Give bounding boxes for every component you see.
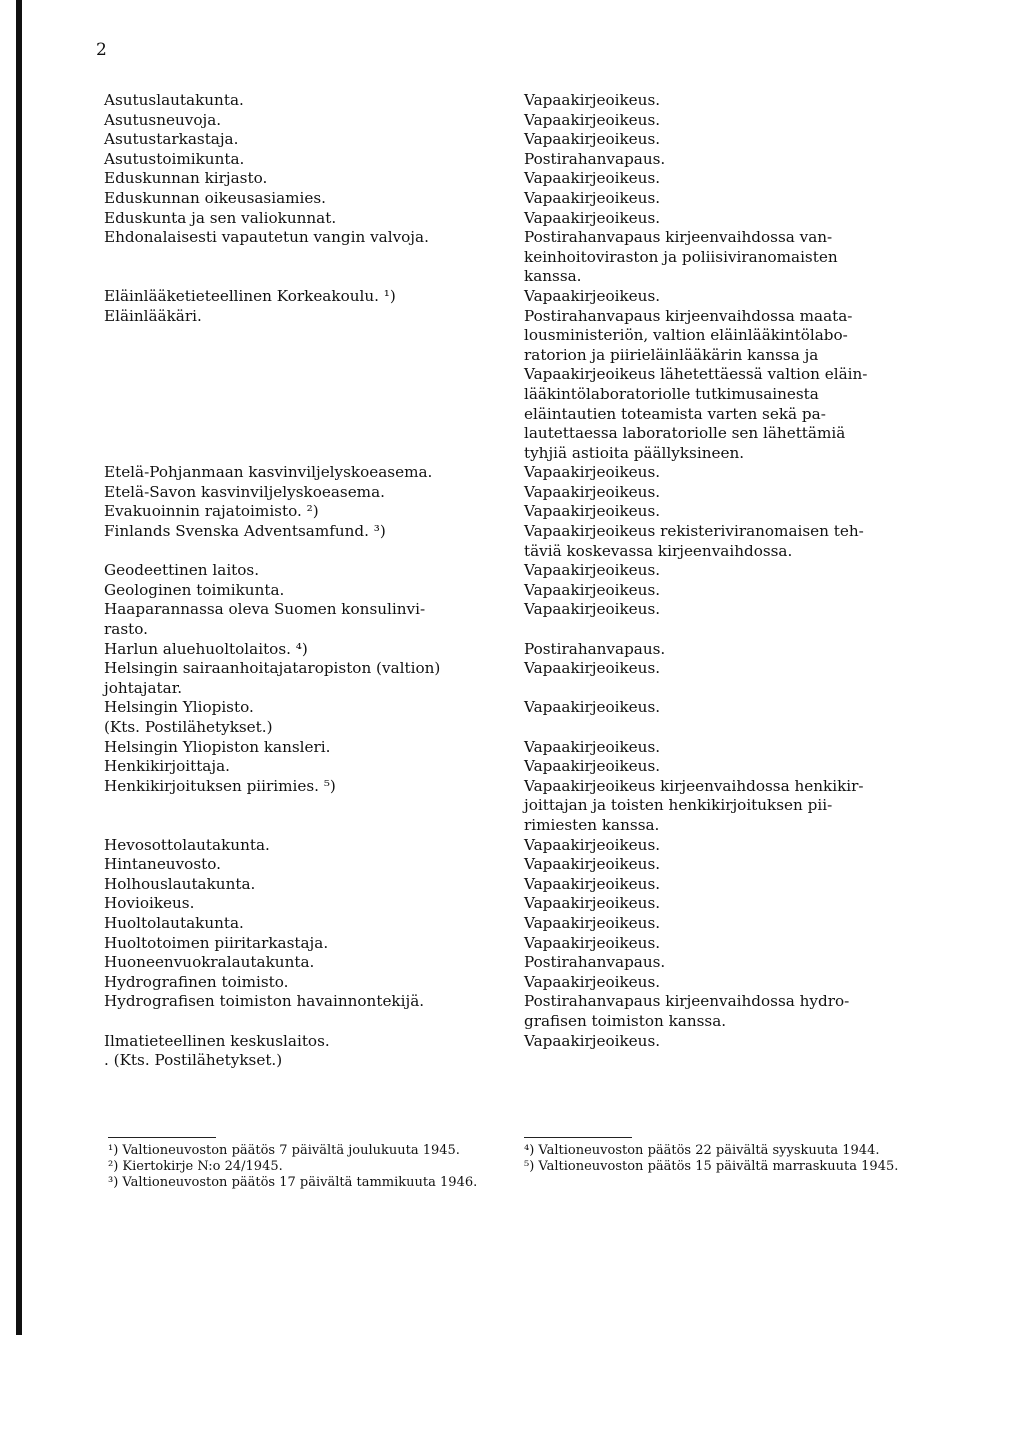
footnote: ⁵) Valtioneuvoston päätös 15 päivältä marraskuuta 1945.	[524, 1159, 899, 1174]
office-entry: Eduskunta ja sen valiokunnat.	[104, 208, 337, 227]
office-entry: Etelä-Savon kasvinviljelyskoeasema.	[104, 482, 385, 501]
office-entry: (Kts. Postilähetykset.)	[104, 718, 273, 736]
office-entry: Ehdonalaisesti vapautetun vangin valvoja.	[104, 228, 429, 247]
privilege-entry: Vapaakirjeoikeus.	[524, 91, 661, 109]
office-entry: Harlun aluehuoltolaitos. ⁴)	[104, 639, 308, 658]
office-entry	[104, 1012, 504, 1032]
footnote: ⁴) Valtioneuvoston päätös 22 päivältä syyskuuta 1944.	[524, 1143, 880, 1158]
office-entry: Hydrografisen toimiston havainnontekijä.	[104, 992, 425, 1011]
privilege-entry: tyhjiä astioita päällyksineen.	[524, 443, 745, 462]
privilege-entry: Vapaakirjeoikeus.	[524, 580, 661, 599]
privilege-entry: Postirahanvapaus kirjeenvaihdossa van-	[524, 228, 833, 247]
privilege-entry: Vapaakirjeoikeus.	[524, 757, 661, 776]
privilege-entry: Vapaakirjeoikeus.	[524, 561, 661, 580]
scan-edge-bar	[16, 0, 22, 1335]
privilege-entry: Vapaakirjeoikeus.	[524, 188, 661, 207]
office-entry	[104, 346, 504, 366]
privilege-entry	[524, 1051, 934, 1071]
right-column	[524, 91, 934, 1071]
privilege-entry	[524, 620, 934, 640]
office-entry: Etelä-Pohjanmaan kasvinviljelyskoeasema.	[104, 463, 433, 482]
privilege-entry: Vapaakirjeoikeus.	[524, 933, 661, 952]
office-entry: Huoltotoimen piiritarkastaja.	[104, 933, 329, 952]
privilege-entry: rimiesten kanssa.	[524, 815, 660, 834]
privilege-entry: Vapaakirjeoikeus rekisteriviranomaisen teh-	[524, 522, 864, 541]
privilege-entry: Vapaakirjeoikeus.	[524, 698, 661, 717]
office-entry	[104, 796, 504, 816]
privilege-entry: eläintautien toteamista varten sekä pa-	[524, 404, 826, 423]
office-entry	[104, 816, 504, 836]
office-entry: Hovioikeus.	[104, 894, 195, 913]
privilege-entry: Vapaakirjeoikeus.	[524, 130, 661, 149]
privilege-entry: Vapaakirjeoikeus.	[524, 894, 661, 913]
privilege-entry: Vapaakirjeoikeus.	[524, 659, 661, 678]
office-entry: Eduskunnan oikeusasiamies.	[104, 188, 326, 207]
office-entry: Eduskunnan kirjasto.	[104, 169, 268, 188]
office-entry: Huoneenvuokralautakunta.	[104, 953, 315, 972]
privilege-entry: Vapaakirjeoikeus.	[524, 286, 661, 305]
privilege-entry: Vapaakirjeoikeus.	[524, 835, 661, 854]
office-entry: Henkikirjoituksen piirimies. ⁵)	[104, 776, 336, 795]
left-column	[104, 91, 504, 1071]
privilege-entry	[524, 718, 934, 738]
privilege-entry: Vapaakirjeoikeus.	[524, 972, 661, 991]
footnote: ²) Kiertokirje N:o 24/1945.	[108, 1159, 283, 1174]
office-entry: Geodeettinen laitos.	[104, 561, 260, 580]
office-entry	[104, 542, 504, 562]
footnotes-right	[524, 1143, 934, 1175]
privilege-entry: Vapaakirjeoikeus.	[524, 502, 661, 521]
privilege-entry: Postirahanvapaus.	[524, 149, 666, 168]
office-entry: Ilmatieteellinen keskuslaitos.	[104, 1031, 330, 1050]
office-entry: Asutustarkastaja.	[104, 130, 239, 149]
privilege-entry: kanssa.	[524, 267, 582, 286]
privilege-entry: Vapaakirjeoikeus.	[524, 855, 661, 874]
office-entry	[104, 248, 504, 268]
office-entry	[104, 405, 504, 425]
office-entry: Helsingin sairaanhoitajataropiston (valtion)	[104, 659, 441, 678]
footnote: ¹) Valtioneuvoston päätös 7 päivältä joulukuuta 1945.	[108, 1143, 460, 1158]
office-entry: Evakuoinnin rajatoimisto. ²)	[104, 502, 319, 521]
privilege-entry: Postirahanvapaus kirjeenvaihdossa hydro-	[524, 992, 850, 1011]
privilege-entry: ratorion ja piirieläinlääkärin kanssa ja	[524, 345, 819, 364]
office-entry: Hintaneuvosto.	[104, 855, 221, 874]
privilege-entry: Vapaakirjeoikeus.	[524, 463, 661, 482]
office-entry: Helsingin Yliopiston kansleri.	[104, 737, 331, 756]
footnote-rule-left	[108, 1137, 216, 1138]
privilege-entry: Vapaakirjeoikeus lähetettäessä valtion eläin-	[524, 365, 868, 384]
privilege-entry: keinhoitoviraston ja poliisiviranomaisten	[524, 247, 838, 266]
office-entry: Asutusneuvoja.	[104, 110, 222, 129]
office-entry: . (Kts. Postilähetykset.)	[104, 1051, 283, 1070]
privilege-entry: joittajan ja toisten henkikirjoituksen pii-	[524, 796, 833, 815]
privilege-entry	[524, 679, 934, 699]
footnote: ³) Valtioneuvoston päätös 17 päivältä tammikuuta 1946.	[108, 1175, 478, 1190]
privilege-entry: Vapaakirjeoikeus kirjeenvaihdossa henkikir-	[524, 776, 864, 795]
office-entry: Eläinlääketieteellinen Korkeakoulu. ¹)	[104, 286, 396, 305]
privilege-entry: Vapaakirjeoikeus.	[524, 600, 661, 619]
privilege-entry: täviä koskevassa kirjeenvaihdossa.	[524, 541, 793, 560]
privilege-entry: Vapaakirjeoikeus.	[524, 482, 661, 501]
footnote-rule-right	[524, 1137, 632, 1138]
page-number: 2	[96, 40, 107, 60]
office-entry: Henkikirjoittaja.	[104, 757, 230, 776]
privilege-entry: Vapaakirjeoikeus.	[524, 913, 661, 932]
office-entry: Asutustoimikunta.	[104, 149, 245, 168]
privilege-entry: Vapaakirjeoikeus.	[524, 1031, 661, 1050]
privilege-entry: lääkintölaboratoriolle tutkimusainesta	[524, 384, 819, 403]
office-entry: Helsingin Yliopisto.	[104, 698, 254, 717]
privilege-entry: Vapaakirjeoikeus.	[524, 208, 661, 227]
office-entry: rasto.	[104, 620, 148, 639]
privilege-entry: Vapaakirjeoikeus.	[524, 110, 661, 129]
privilege-entry: grafisen toimiston kanssa.	[524, 1011, 727, 1030]
office-entry	[104, 444, 504, 464]
office-entry: Asutuslautakunta.	[104, 91, 244, 109]
office-entry: Holhouslautakunta.	[104, 874, 256, 893]
privilege-entry: Postirahanvapaus.	[524, 639, 666, 658]
office-entry: Eläinlääkäri.	[104, 306, 202, 325]
privilege-entry: lautettaessa laboratoriolle sen lähettämiä	[524, 424, 846, 443]
office-entry	[104, 326, 504, 346]
office-entry	[104, 365, 504, 385]
office-entry: Hevosottolautakunta.	[104, 835, 270, 854]
footnotes-left	[108, 1143, 508, 1191]
office-entry	[104, 385, 504, 405]
privilege-entry: Vapaakirjeoikeus.	[524, 169, 661, 188]
privilege-entry: Postirahanvapaus kirjeenvaihdossa maata-	[524, 306, 853, 325]
privilege-entry: Vapaakirjeoikeus.	[524, 737, 661, 756]
office-entry: Finlands Svenska Adventsamfund. ³)	[104, 522, 386, 541]
office-entry: johtajatar.	[104, 678, 183, 697]
office-entry: Hydrografinen toimisto.	[104, 972, 289, 991]
office-entry: Huoltolautakunta.	[104, 913, 244, 932]
privilege-entry: Vapaakirjeoikeus.	[524, 874, 661, 893]
privilege-entry: Postirahanvapaus.	[524, 953, 666, 972]
office-entry	[104, 424, 504, 444]
office-entry	[104, 267, 504, 287]
office-entry: Haaparannassa oleva Suomen konsulinvi-	[104, 600, 426, 619]
privilege-entry: lousministeriön, valtion eläinlääkintölabo-	[524, 326, 848, 345]
office-entry: Geologinen toimikunta.	[104, 580, 285, 599]
